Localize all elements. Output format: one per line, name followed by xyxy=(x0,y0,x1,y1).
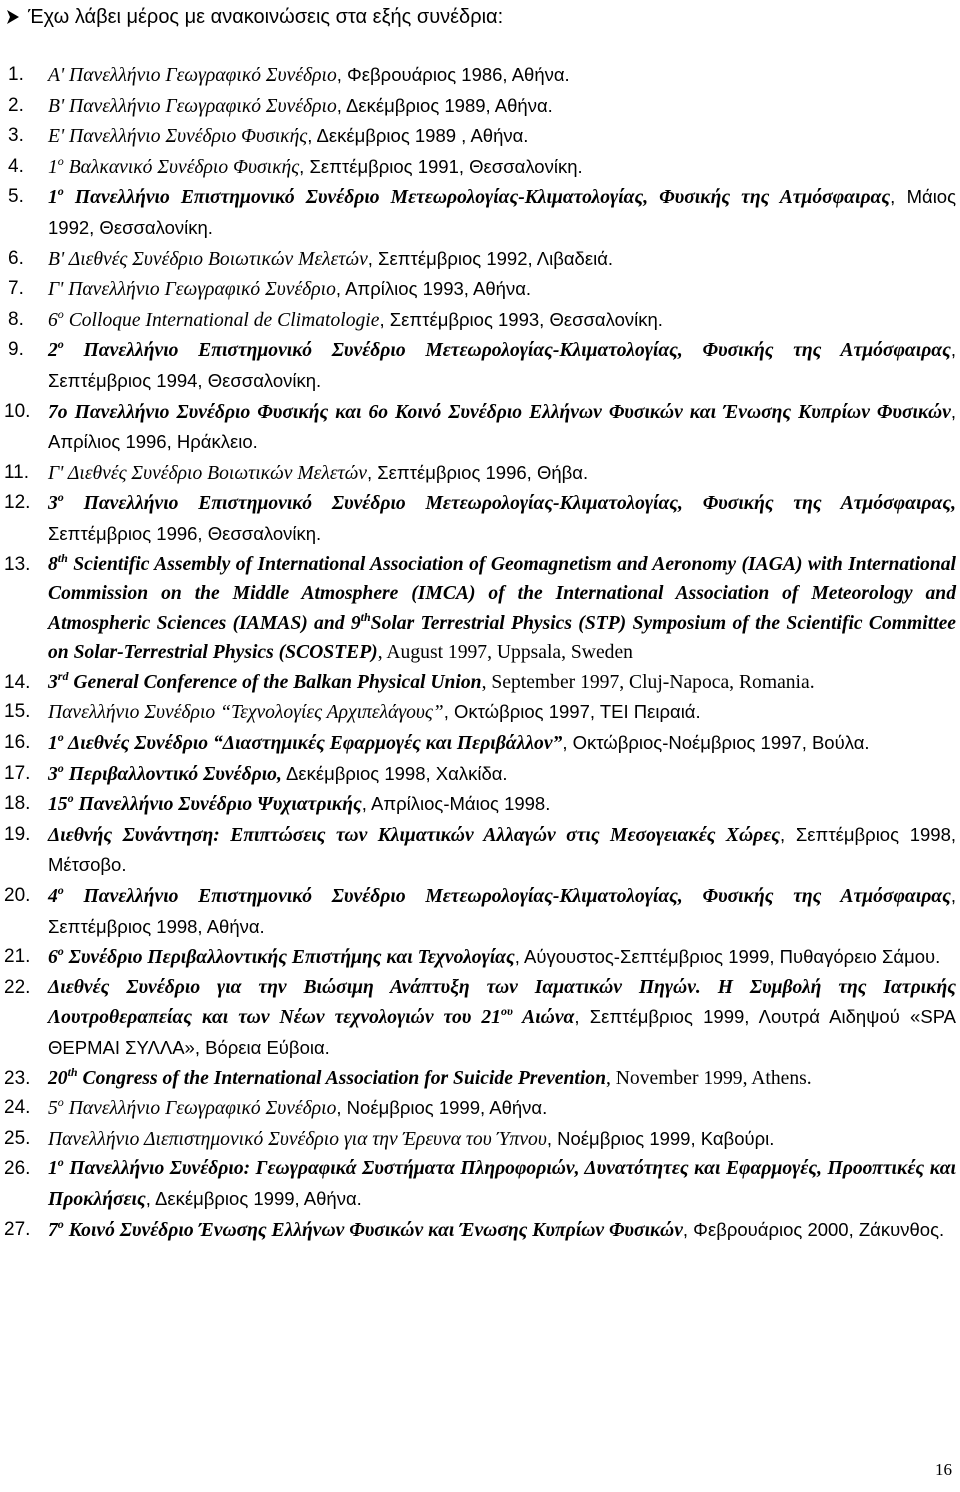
list-item xyxy=(0,244,960,275)
conference-details: Δεκέμβριος 1998, Χαλκίδα. xyxy=(281,762,508,784)
title-text: Πανελλήνιο Συνέδριο Ψυχιατρικής xyxy=(73,794,362,816)
list-item xyxy=(0,60,960,91)
conference-title xyxy=(48,463,367,484)
title-text: Ε' Πανελλήνιο Συνέδριο Φυσικής xyxy=(48,126,308,148)
conference-details: , Σεπτέμβριος 1998, Αθήνα. xyxy=(48,885,956,937)
title-text: Colloque International de Climatologie xyxy=(63,309,380,331)
title-text: Διεθνής Συνάντηση: Επιπτώσεις των Κλιματικών Αλλαγών στις Μεσογειακές Χώρες xyxy=(48,824,781,846)
conference-details: , Οκτώβριος 1997, ΤΕΙ Πειραιά. xyxy=(443,701,701,723)
title-text: Πανελλήνιο Επιστημονικό Συνέδριο Μετεωρολογίας-Κλιματολογίας, Φυσικής της Ατμόσφαιρας xyxy=(63,187,891,209)
conference-title xyxy=(48,96,337,117)
ordinal-number: 1 xyxy=(48,156,58,178)
item-number: 20. xyxy=(4,885,31,907)
conference-title xyxy=(48,402,951,423)
item-number: 16. xyxy=(4,732,31,754)
conference-title xyxy=(48,668,482,693)
conference-title xyxy=(48,944,515,969)
list-item xyxy=(0,1154,960,1214)
ordinal-number: 3 xyxy=(48,671,58,693)
item-number: 3. xyxy=(8,125,24,147)
list-item xyxy=(0,668,960,698)
title-text: Πανελλήνιο Επιστημονικό Συνέδριο Μετεωρολογίας-Κλιματολογίας, Φυσικής της Ατμόσφαιρας, xyxy=(63,493,956,515)
ordinal-number: 8 xyxy=(48,553,58,575)
conference-details: , Απρίλιος 1996, Ηράκλειο. xyxy=(48,400,956,453)
ordinal-number: 15 xyxy=(48,794,68,816)
item-number: 4. xyxy=(8,155,24,177)
list-item xyxy=(0,1064,960,1094)
conference-title xyxy=(48,490,956,515)
item-number: 12. xyxy=(4,492,31,514)
conference-title xyxy=(48,883,951,908)
conference-title xyxy=(48,730,563,755)
conference-details: , Αύγουστος-Σεπτέμβριος 1999, Πυθαγόρειο Σάμου. xyxy=(514,946,941,968)
conference-title xyxy=(48,65,337,86)
conference-title xyxy=(48,153,300,178)
ordinal-suffix: ο xyxy=(57,306,64,321)
title-text: Πανελλήνιο Γεωγραφικό Συνέδριο xyxy=(63,1098,337,1120)
title-text: Πανελλήνιο Διεπιστημονικό Συνέδριο για την Έρευνα του Ύπνου xyxy=(48,1128,547,1150)
title-text: Συνέδριο Περιβαλλοντικής Επιστήμης και Τεχνολογίας xyxy=(63,947,515,969)
conference-details: , Σεπτέμβριος 1993, Θεσσαλονίκη. xyxy=(379,308,663,330)
ordinal-suffix: ο xyxy=(57,337,64,352)
item-number: 23. xyxy=(4,1067,31,1089)
item-number: 19. xyxy=(4,823,31,845)
item-number: 17. xyxy=(4,762,31,784)
list-item xyxy=(0,488,960,549)
ordinal-suffix: ο xyxy=(57,184,64,199)
title-text: Περιβαλλοντικό Συνέδριο, xyxy=(63,763,282,785)
conference-details: , Δεκέμβριος 1999, Αθήνα. xyxy=(145,1187,362,1209)
title-text: Πανελλήνιο Συνέδριο: Γεωγραφικά Συστήματα Πληροφοριών, Δυνατότητες και Εφαρμογές, Προοπτικές και Προκλήσεις xyxy=(48,1158,956,1210)
ordinal-suffix: ο xyxy=(57,153,64,168)
conference-list xyxy=(0,60,960,1245)
list-item xyxy=(0,728,960,759)
item-number: 13. xyxy=(4,553,31,575)
conference-details: Σεπτέμβριος 1996, Θεσσαλονίκη. xyxy=(48,522,322,544)
title-text: Βαλκανικό Συνέδριο Φυσικής xyxy=(63,156,300,178)
list-item xyxy=(0,305,960,336)
title-text: Πανελλήνιο Συνέδριο “Τεχνολογίες Αρχιπελάγους” xyxy=(48,702,444,724)
list-item xyxy=(0,458,960,489)
ordinal-number: 20 xyxy=(48,1067,68,1089)
title-text: Κοινό Συνέδριο Ένωσης Ελλήνων Φυσικών και Ένωσης Κυπρίων Φυσικών xyxy=(63,1219,683,1241)
conference-title xyxy=(48,1095,337,1120)
title-text: Γ' Πανελλήνιο Γεωγραφικό Συνέδριο xyxy=(48,279,336,301)
list-item xyxy=(0,274,960,305)
conference-title xyxy=(48,337,951,362)
ordinal-number: 4 xyxy=(48,886,58,908)
list-item xyxy=(0,942,960,973)
list-item xyxy=(0,152,960,183)
ordinal-suffix: th xyxy=(67,1064,78,1079)
ordinal-suffix: ο xyxy=(57,730,64,745)
conference-title xyxy=(48,702,444,723)
conference-details: , November 1999, Athens. xyxy=(605,1067,812,1089)
conference-title xyxy=(48,1216,683,1241)
conference-details: , Απρίλιος-Μάιος 1998. xyxy=(361,793,551,815)
page-number: 16 xyxy=(935,1460,952,1479)
conference-details: , Απρίλιος 1993, Αθήνα. xyxy=(335,278,532,300)
title-text-continued: Αιώνα xyxy=(512,1007,575,1029)
list-item xyxy=(0,91,960,122)
item-number: 14. xyxy=(4,671,31,693)
list-item xyxy=(0,1215,960,1246)
title-text: General Conference of the Balkan Physical Union xyxy=(68,671,482,693)
list-item xyxy=(0,1124,960,1155)
item-number: 26. xyxy=(4,1158,31,1180)
item-number: 1. xyxy=(8,64,24,85)
conference-title xyxy=(48,306,380,331)
conference-details: , Φεβρουάριος 2000, Ζάκυνθος. xyxy=(682,1218,945,1240)
list-item xyxy=(0,881,960,942)
conference-title xyxy=(48,791,362,816)
ordinal-number: 1 xyxy=(48,1158,58,1180)
ordinal-number: 3 xyxy=(48,763,58,785)
conference-details: , Σεπτέμβριος 1991, Θεσσαλονίκη. xyxy=(299,155,583,177)
item-number: 11. xyxy=(4,461,30,483)
title-text-continued: Solar Terrestrial Physics (STP) Symposium of the Scientific Committee on Solar-Terrestrial Physics (SCOSTEP) xyxy=(48,612,956,664)
list-item xyxy=(0,121,960,152)
list-item xyxy=(0,1093,960,1124)
item-number: 7. xyxy=(8,278,24,300)
ordinal-suffix: ο xyxy=(67,791,74,806)
conference-title xyxy=(48,126,307,147)
ordinal-suffix: ο xyxy=(57,1155,64,1170)
ordinal-number: 1 xyxy=(48,187,58,209)
conference-details: , Δεκέμβριος 1989 , Αθήνα. xyxy=(307,125,529,147)
conference-details: , Μάιος 1992, Θεσσαλονίκη. xyxy=(48,186,957,238)
list-item xyxy=(0,789,960,820)
conference-title xyxy=(48,279,336,300)
title-text: Congress of the International Association for Suicide Prevention xyxy=(77,1067,606,1089)
ordinal-suffix: ο xyxy=(57,490,64,505)
ordinal-suffix: ο xyxy=(57,883,64,898)
item-number: 27. xyxy=(4,1218,31,1240)
list-item xyxy=(0,820,960,881)
ordinal-suffix: ο xyxy=(57,760,64,775)
ordinal-suffix: th xyxy=(360,609,371,624)
ordinal-suffix: rd xyxy=(57,668,69,683)
conference-title xyxy=(48,1129,547,1150)
conference-details: , Νοέμβριος 1999, Αθήνα. xyxy=(336,1097,548,1119)
item-number: 10. xyxy=(4,400,31,422)
item-number: 9. xyxy=(8,339,24,361)
list-item xyxy=(0,697,960,728)
conference-details: , September 1997, Cluj-Napoca, Romania. xyxy=(481,671,815,693)
item-number: 8. xyxy=(8,308,24,330)
conference-title xyxy=(48,249,368,270)
ordinal-suffix: ου xyxy=(500,1004,513,1019)
conference-title xyxy=(48,1064,606,1089)
title-text: Διεθνές Συνέδριο για την Βιώσιμη Ανάπτυξη των Ιαματικών Πηγών. Η Συμβολή της Ιατρικής Λουτροθεραπείας και των Νέων τεχνολογιών του 21 xyxy=(48,976,956,1029)
list-item xyxy=(0,550,960,668)
list-item xyxy=(0,182,960,243)
conference-details: , Σεπτέμβριος 1992, Λιβαδειά. xyxy=(367,247,614,269)
item-number: 21. xyxy=(4,946,31,968)
item-number: 22. xyxy=(4,976,31,998)
ordinal-number: 3 xyxy=(48,493,58,515)
item-number: 18. xyxy=(4,793,31,815)
item-number: 6. xyxy=(8,247,24,269)
arrow-bullet-icon xyxy=(6,4,28,30)
title-text: Β' Πανελλήνιο Γεωγραφικό Συνέδριο xyxy=(48,95,337,117)
item-number: 15. xyxy=(4,701,31,723)
conference-details: , Δεκέμβριος 1989, Αθήνα. xyxy=(336,94,553,116)
conference-details: , Σεπτέμβριος 1996, Θήβα. xyxy=(366,461,589,483)
heading-text: Έχω λάβει μέρος με ανακοινώσεις στα εξής συνέδρια: xyxy=(28,6,504,28)
conference-details: , August 1997, Uppsala, Sweden xyxy=(377,642,633,664)
list-item xyxy=(0,759,960,790)
title-text: Διεθνές Συνέδριο “Διαστημικές Εφαρμογές και Περιβάλλον” xyxy=(63,733,563,755)
title-text: Α' Πανελλήνιο Γεωγραφικό Συνέδριο xyxy=(48,65,337,86)
conference-details: , Σεπτέμβριος 1999, Λουτρά Αιδηψού «SPA ΘΕΡΜΑΙ ΣΥΛΛΑ», Βόρεια Εύβοια. xyxy=(48,1006,956,1058)
ordinal-suffix: ο xyxy=(57,1095,64,1110)
ordinal-number: 5 xyxy=(48,1098,58,1120)
list-heading xyxy=(6,4,503,30)
conference-details: , Οκτώβριος-Νοέμβριος 1997, Βούλα. xyxy=(562,732,870,754)
item-number: 2. xyxy=(8,94,24,116)
title-text: Β' Διεθνές Συνέδριο Βοιωτικών Μελετών xyxy=(48,248,368,270)
item-number: 5. xyxy=(8,186,24,208)
conference-title xyxy=(48,825,780,846)
ordinal-suffix: ο xyxy=(57,1216,64,1231)
ordinal-number: 7 xyxy=(48,1219,58,1241)
title-text: Πανελλήνιο Επιστημονικό Συνέδριο Μετεωρολογίας-Κλιματολογίας, Φυσικής της Ατμόσφαιρας xyxy=(63,340,951,362)
ordinal-suffix: th xyxy=(57,550,68,565)
conference-details: , Φεβρουάριος 1986, Αθήνα. xyxy=(336,64,570,85)
title-text: Πανελλήνιο Επιστημονικό Συνέδριο Μετεωρολογίας-Κλιματολογίας, Φυσικής της Ατμόσφαιρας xyxy=(63,886,951,908)
list-item xyxy=(0,973,960,1064)
item-number: 25. xyxy=(4,1127,31,1149)
title-text: Scientific Assembly of International Association of Geomagnetism and Aeronomy (IAGA) with International Commission on the Middle Atmosphere (IMCA) of the International Association of Meteorology and Atmospheric Sciences (IAMAS) and 9 xyxy=(48,553,956,634)
conference-details: , Σεπτέμβριος 1998, Μέτσοβο. xyxy=(48,823,956,876)
ordinal-number: 6 xyxy=(48,309,58,331)
conference-title xyxy=(48,184,891,209)
ordinal-number: 1 xyxy=(48,733,58,755)
conference-details: , Σεπτέμβριος 1994, Θεσσαλονίκη. xyxy=(48,339,956,391)
title-text: 7ο Πανελλήνιο Συνέδριο Φυσικής και 6ο Κοινό Συνέδριο Ελλήνων Φυσικών και Ένωσης Κυπρίων Φυσικών xyxy=(48,401,951,423)
ordinal-number: 6 xyxy=(48,947,58,969)
ordinal-number: 2 xyxy=(48,340,58,362)
ordinal-suffix: ο xyxy=(57,944,64,959)
title-text: Γ' Διεθνές Συνέδριο Βοιωτικών Μελετών xyxy=(48,462,367,484)
conference-details: , Νοέμβριος 1999, Καβούρι. xyxy=(546,1127,775,1149)
item-number: 24. xyxy=(4,1097,31,1119)
list-item xyxy=(0,397,960,458)
conference-title xyxy=(48,760,282,785)
list-item xyxy=(0,335,960,396)
